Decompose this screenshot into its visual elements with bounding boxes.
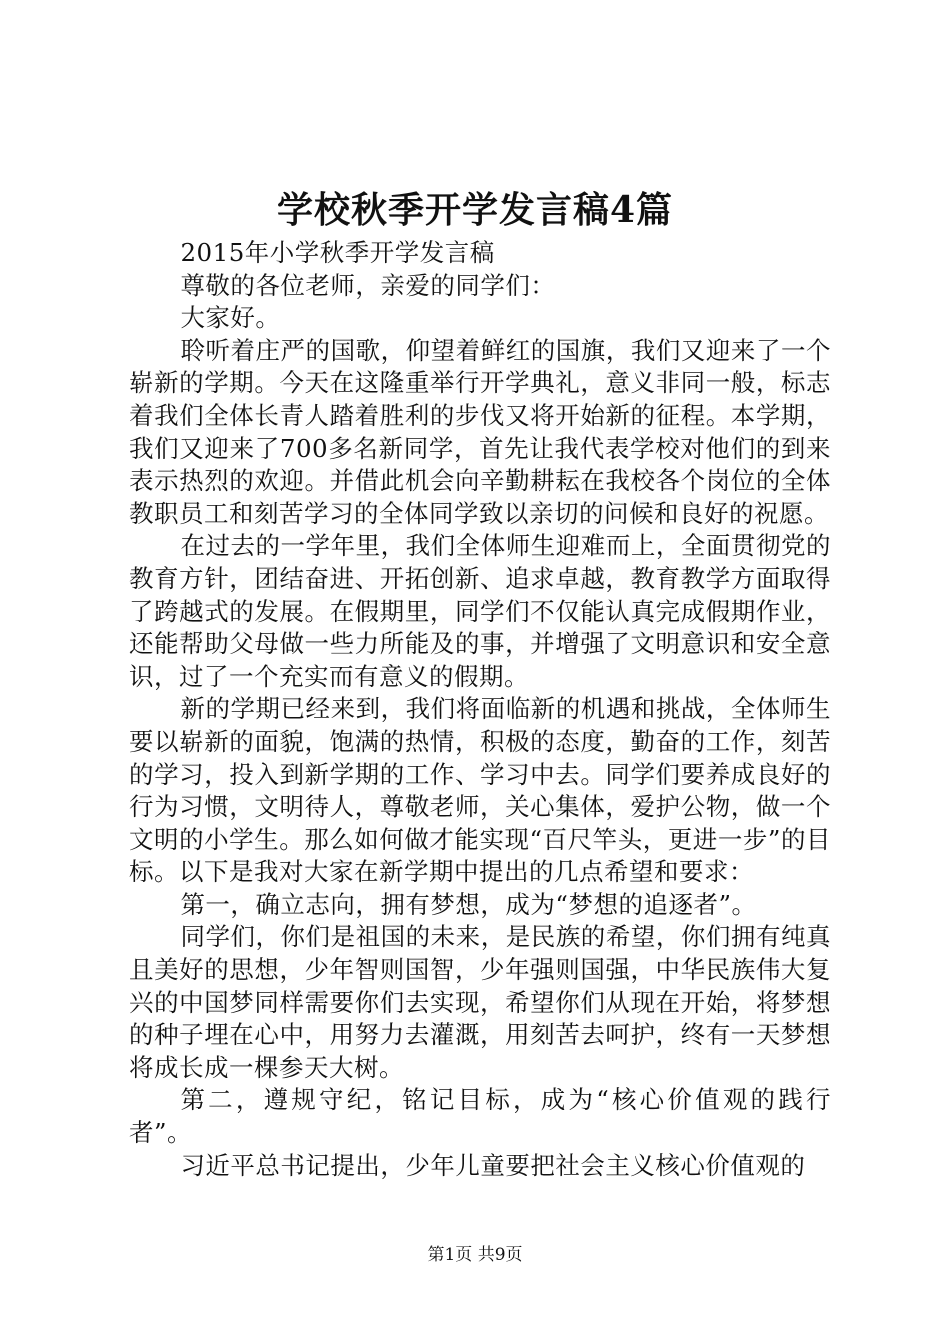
paragraph: 习近平总书记提出，少年儿童要把社会主义核心价值观的 xyxy=(180,1150,806,1180)
paragraph: 在过去的一学年里，我们全体师生迎难而上，全面贯彻党的教育方针，团结奋进、开拓创新、追求卓越，教育教学方面取得了跨越式的发展。在假期里，同学们不仅能认真完成假期作业，还能帮助父母做一些力所能及的事，并增强了文明意识和安全意识，过了一个充实而有意义的假期。 xyxy=(129,531,831,691)
paragraph-point-one: 第一，确立志向，拥有梦想，成为“梦想的追逐者”。 xyxy=(180,889,757,919)
document-title: 学校秋季开学发言稿4篇 xyxy=(276,189,674,231)
paragraph: 新的学期已经来到，我们将面临新的机遇和挑战，全体师生要以崭新的面貌，饱满的热情，积极的态度，勤奋的工作，刻苦的学习，投入到新学期的工作、学习中去。同学们要养成良好的行为习惯，文明待人，尊敬老师，关心集体，爱护公物，做一个文明的小学生。那么如何做才能实现“百尺竿头，更进一步”的目标。以下是我对大家在新学期中提出的几点希望和要求： xyxy=(129,694,831,887)
paragraph: 同学们，你们是祖国的未来，是民族的希望，你们拥有纯真且美好的思想，少年智则国智，少年强则国强，中华民族伟大复兴的中国梦同样需要你们去实现，希望你们从现在开始，将梦想的种子埋在心中，用努力去灌溉，用刻苦去呵护，终有一天梦想将成长成一棵参天大树。 xyxy=(129,922,831,1082)
paragraph: 聆听着庄严的国歌，仰望着鲜红的国旗，我们又迎来了一个崭新的学期。今天在这隆重举行开学典礼，意义非同一般，标志着我们全体长青人踏着胜利的步伐又将开始新的征程。本学期，我们又迎来了700多名新同学，首先让我代表学校对他们的到来表示热烈的欢迎。并借此机会向辛勤耕耘在我校各个岗位的全体教职员工和刻苦学习的全体同学致以亲切的问候和良好的祝愿。 xyxy=(129,335,831,528)
paragraph-greeting: 大家好。 xyxy=(180,303,281,333)
paragraph-salutation: 尊敬的各位老师，亲爱的同学们： xyxy=(180,270,556,300)
page-footer: 第1页 共9页 xyxy=(427,1245,523,1265)
document-body xyxy=(129,237,831,1182)
paragraph-point-two: 第二，遵规守纪，铭记目标，成为“核心价值观的践行者”。 xyxy=(129,1085,831,1148)
paragraph-subtitle: 2015年小学秋季开学发言稿 xyxy=(180,238,495,267)
